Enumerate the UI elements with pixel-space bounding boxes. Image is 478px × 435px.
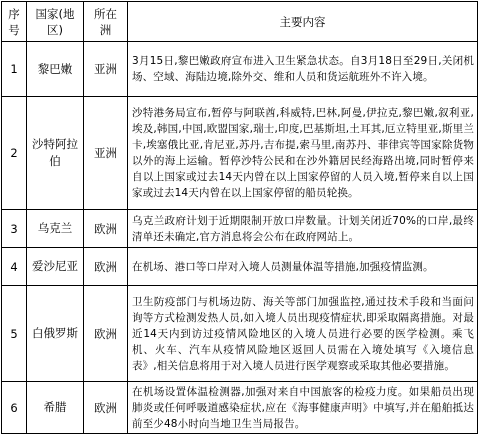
table-row [2, 42, 478, 97]
row-continent: 亚洲 [84, 42, 128, 97]
row-continent: 亚洲 [84, 97, 128, 210]
row-content: 3月15日,黎巴嫩政府宣布进入卫生紧急状态。自3月18日至29日,关闭机场、空域、海陆边境,除外交、维和人员和货运航班外不许入境。 [128, 42, 478, 97]
row-country: 黎巴嫩 [27, 42, 84, 97]
row-content: 乌克兰政府计划于近期限制开放口岸数量。计划关闭近70%的口岸,最终清单还未确定,官方消息将会公布在政府网站上。 [128, 210, 478, 248]
measures-table [1, 1, 478, 434]
header-country [27, 2, 84, 42]
row-country: 希腊 [27, 382, 84, 434]
row-country: 爱沙尼亚 [27, 248, 84, 286]
table-row [2, 382, 478, 434]
row-country: 乌克兰 [27, 210, 84, 248]
header-row [2, 2, 478, 42]
row-content: 在机场设置体温检测器,加强对来自中国旅客的检疫力度。如果船员出现肺炎或任何呼吸道感染症状,应在《海事健康声明》中填写,并在船舶抵达前至少48小时向当地卫生当局报告。 [128, 382, 478, 434]
row-continent: 欧洲 [84, 248, 128, 286]
header-index [2, 2, 27, 42]
row-content: 在机场、港口等口岸对入境人员测量体温等措施,加强疫情监测。 [128, 248, 478, 286]
row-country: 沙特阿拉伯 [27, 97, 84, 210]
header-continent-line1: 所在 [94, 6, 117, 21]
table-row [2, 97, 478, 210]
row-continent: 欧洲 [84, 286, 128, 382]
row-index: 5 [2, 286, 27, 382]
table-row [2, 248, 478, 286]
header-country-line1: 国家(地 [35, 6, 75, 21]
row-index: 4 [2, 248, 27, 286]
header-continent-line2: 洲 [99, 22, 112, 37]
row-index: 3 [2, 210, 27, 248]
header-country-line2: 区) [47, 22, 63, 37]
row-index: 1 [2, 42, 27, 97]
header-index-line2: 号 [8, 22, 20, 37]
header-content: 主要内容 [128, 2, 478, 42]
row-content: 卫生防疫部门与机场边防、海关等部门加强监控,通过技术手段和当面问询等方式检测发热人员,如入境人员出现疫情症状,即采取隔离措施。对最近14天内到访过疫情风险地区的入境人员进行必要的医学检测。乘飞机、火车、汽车从疫情风险地区返回人员需在入境处填写《入境信息表》,相关信息将用于对入境人员进行医学观察或采取其他必要措施。 [128, 286, 478, 382]
row-index: 2 [2, 97, 27, 210]
table-row [2, 210, 478, 248]
row-continent: 欧洲 [84, 210, 128, 248]
row-continent: 欧洲 [84, 382, 128, 434]
row-index: 6 [2, 382, 27, 434]
header-index-line1: 序 [8, 6, 20, 21]
table-row [2, 286, 478, 382]
header-continent [84, 2, 128, 42]
row-country: 白俄罗斯 [27, 286, 84, 382]
row-content: 沙特港务局宣布,暂停与阿联酋,科威特,巴林,阿曼,伊拉克,黎巴嫩,叙利亚,埃及,韩国,中国,欧盟国家,瑞士,印度,巴基斯坦,土耳其,厄立特里亚,斯里兰卡,埃塞俄比亚,肯尼亚,苏丹,吉布提,索马里,南苏丹、菲律宾等国家除货物以外的海上运输。暂停沙特公民和在沙外籍居民经海路出境,同时暂停来自以上国家或过去14天内曾在以上国家停留的人员入境,暂停来自以上国家或过去14天内曾在以上国家停留的船员轮换。 [128, 97, 478, 210]
